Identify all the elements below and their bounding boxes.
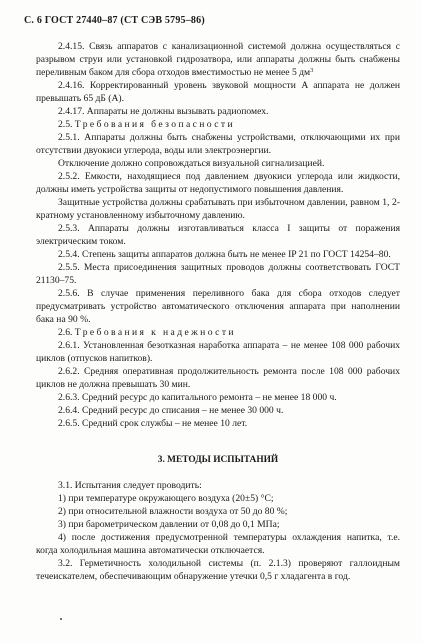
section-number: 2.6. [58,327,73,338]
list-item-4: 4) после достижения предусмотренной температуры охлаждения напитка, т.е. когда холодильная машина автоматически отключается. [36,532,400,556]
list-item-1: 1) при температуре окружающего воздуха (20±5) °C; [58,493,274,504]
paragraph-3-2: 3.2. Герметичность холодильной системы (п. 2.1.3) проверяют галлоидным течеискателем, обеспечивающим обнаружение утечки 0,5 г хладагента в год. [36,558,400,582]
superscript: 3 [310,67,314,74]
paragraph-2-6-2: 2.6.2. Средняя оперативная продолжительность ремонта после 108 000 рабочих циклов не должна превышать 30 мин. [36,366,400,390]
paragraph-shutdown: Отключение должно сопровождаться визуальной сигнализацией. [58,158,325,169]
paragraph-2-6-1: 2.6.1. Установленная безотказная наработка аппарата – не менее 108 000 рабочих циклов (отпусков напитков). [36,340,400,364]
paragraph-2-5-2: 2.5.2. Емкости, находящиеся под давлением двуокиси углерода или жидкости, должны иметь устройства защиты от недопустимого повышения давления. [36,171,400,195]
paragraph-2-4-17: 2.4.17. Аппараты не должны вызывать радиопомех. [58,106,269,117]
section-heading-test-methods: 3. МЕТОДЫ ИСПЫТАНИЙ [157,455,279,465]
paragraph-text: 2.4.15. Связь аппаратов с канализационной системой должна осуществляться с разрывом струи или установкой гидрозатвора, или аппараты должны быть снабжены переливным баком для сбора отходов вместимостью не менее 5 дм [36,41,400,78]
paragraph-3-1: 3.1. Испытания следует проводить: [58,480,202,491]
paragraph-2-5-4: 2.5.4. Степень защиты аппаратов должна быть не менее IP 21 по ГОСТ 14254–80. [58,249,391,260]
paragraph-2-4-16: 2.4.16. Корректированный уровень звуковой мощности A аппарата не должен превышать 65 дБ (A). [36,80,400,104]
paragraph-2-4-15 [36,40,400,79]
section-heading-safety [36,118,400,131]
list-item-3: 3) при барометрическом давлении от 0,08 до 0,1 МПа; [58,519,280,530]
paragraph-2-6-3: 2.6.3. Средний ресурс до капитального ремонта – не менее 18 000 ч. [58,392,337,403]
section-number: 2.5. [58,119,73,130]
list-item-2: 2) при относительной влажности воздуха от 50 до 80 %; [58,506,288,517]
paragraph-2-5-5: 2.5.5. Места присоединения защитных проводов должны соответствовать ГОСТ 21130–75. [36,262,400,286]
paragraph-2-6-4: 2.6.4. Средний ресурс до списания – не менее 30 000 ч. [58,405,284,416]
paragraph-protection: Защитные устройства должны срабатывать при избыточном давлении, равном 1, 2-кратному установленному избыточному давлению. [36,197,400,221]
scan-dot [60,618,62,620]
section-heading-reliability [36,326,400,339]
section-title: Требования безопасности [74,119,236,130]
paragraph-2-5-3: 2.5.3. Аппараты должны изготавливаться класса I защиты от поражения электрическим током. [36,223,400,247]
paragraph-2-5-1: 2.5.1. Аппараты должны быть снабжены устройствами, отключающими их при отсутствии двуокиси углерода, воды или электроэнергии. [36,132,400,156]
paragraph-2-5-6: 2.5.6. В случае применения переливного бака для сбора отходов следует предусматривать устройство автоматического отключения аппарата при наполнении бака на 90 %. [36,288,400,325]
page-header: С. 6 ГОСТ 27440–87 (СТ СЭВ 5795–86) [24,15,205,26]
document-body [36,40,400,583]
section-title: Требования к надежности [74,327,236,338]
paragraph-2-6-5: 2.6.5. Средний срок службы – не менее 10 лет. [58,418,248,429]
